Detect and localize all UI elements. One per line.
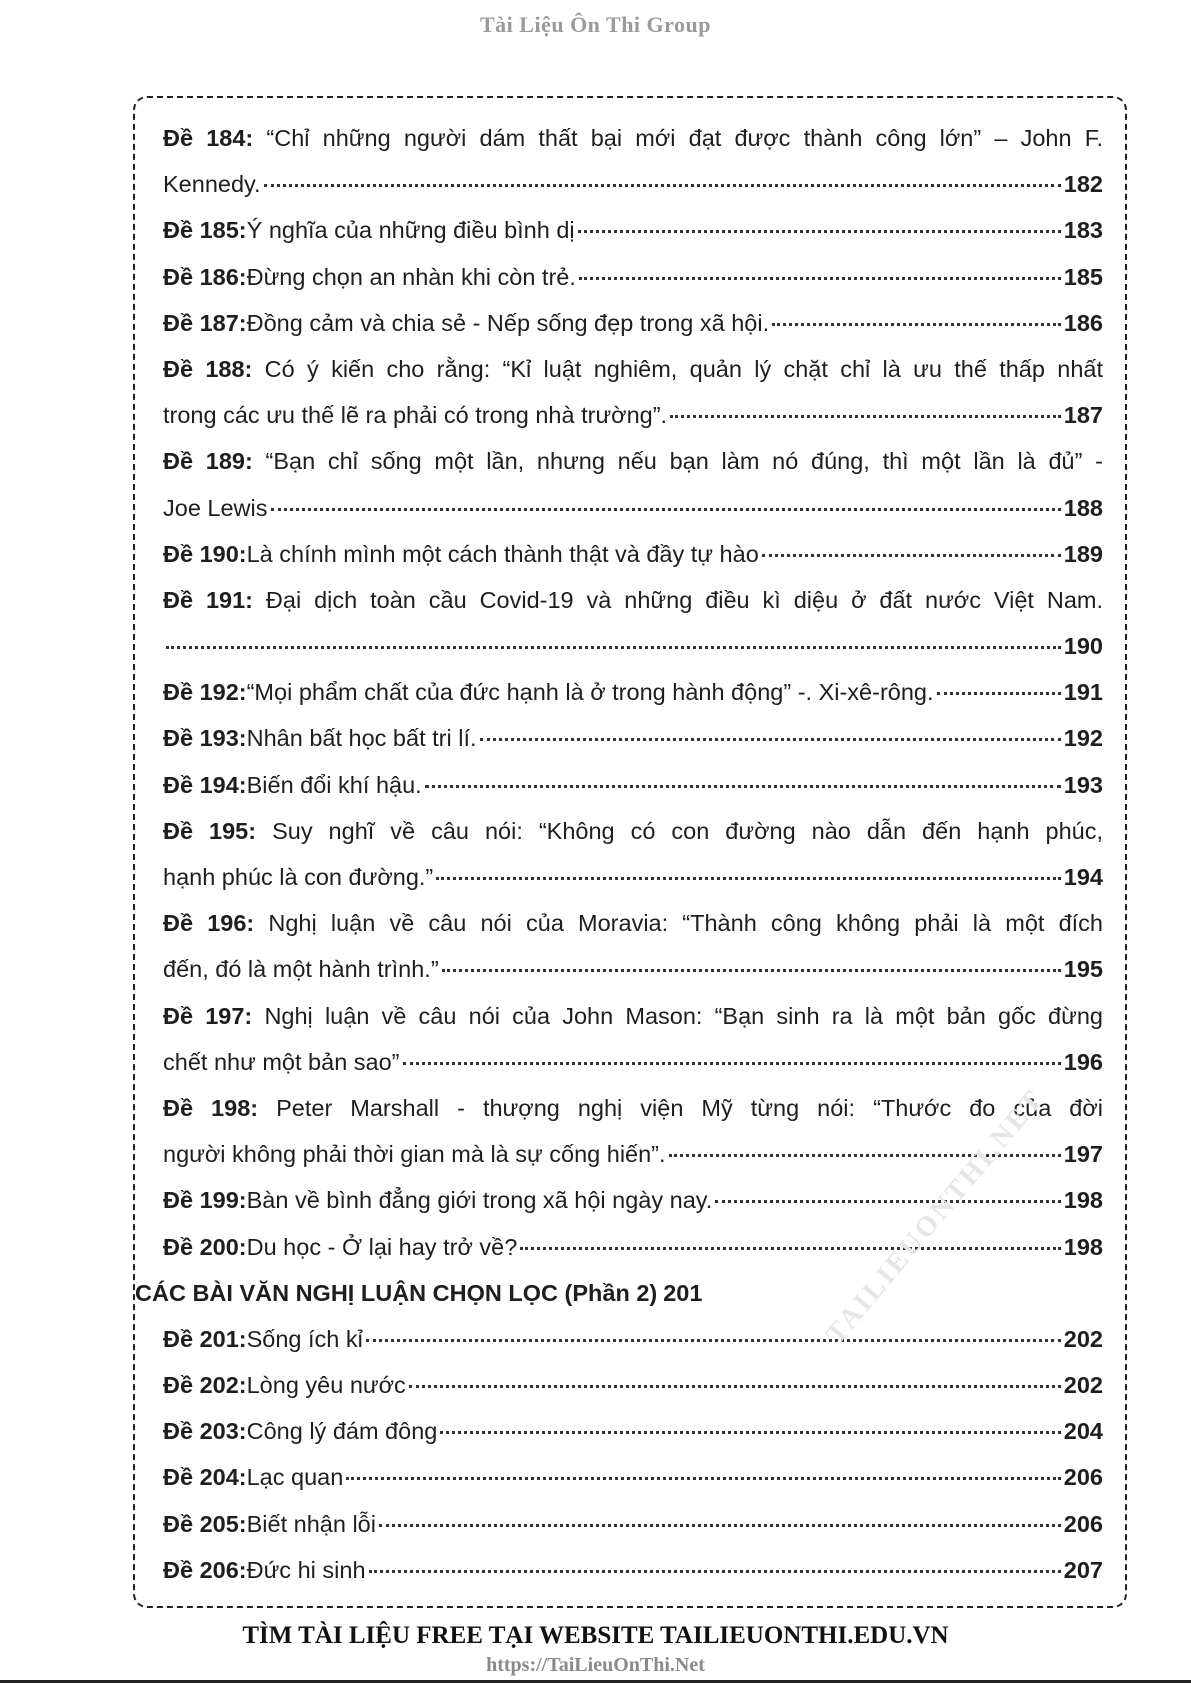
toc-dot-leader [762,554,1061,557]
toc-entry-line [163,300,1103,346]
toc-entry-number: Đề 193: [163,725,247,752]
toc-page-number: 202 [1063,1372,1103,1399]
toc-entry-number: Đề 186: [163,263,247,290]
toc-entry-title: “Bạn chỉ sống một lần, nhưng nếu bạn làm nó đúng, thì một lần là đủ” - [252,448,1103,475]
toc-entry-title: Peter Marshall - thượng nghị viện Mỹ từng nói: “Thước đo của đời [258,1094,1103,1121]
toc-entry-line [163,1224,1103,1270]
toc-entry-line [163,485,1103,531]
toc-dot-leader [271,508,1061,511]
toc-entry-line [163,1547,1103,1593]
toc-entry-line [163,715,1103,761]
toc-entry-line [163,1454,1103,1500]
toc-entry-line [163,900,1103,946]
footer-url: https://TaiLieuOnThi.Net [486,1654,705,1676]
toc-dot-leader [937,692,1061,695]
toc-page-number: 204 [1063,1418,1103,1445]
toc-entry-number: Đề 188: [163,355,253,382]
toc-entry-number: Đề 197: [163,1002,253,1029]
toc-entry-line [163,161,1103,207]
toc-entry-title: Nghị luận về câu nói của Moravia: “Thành công không phải là một đích [254,910,1103,937]
toc-entry-number: Đề 202: [163,1372,247,1399]
toc-dot-leader [166,646,1061,649]
toc-dot-leader [442,969,1061,972]
toc-dot-leader [379,1524,1061,1527]
toc-entry-title: “Mọi phẩm chất của đức hạnh là ở trong hành động” -. Xi-xê-rông. [246,679,934,706]
toc-entry-number: Đề 201: [163,1325,247,1352]
toc-page-number: 187 [1063,402,1103,429]
toc-entry-number: Đề 194: [163,771,247,798]
table-of-contents [135,115,1104,1593]
toc-dot-leader [369,1570,1061,1573]
toc-entry-line [163,993,1103,1039]
toc-entry-line [163,1039,1103,1085]
toc-entry-number: Đề 189: [163,448,253,475]
toc-entry-line [163,1501,1103,1547]
toc-entry-number: Đề 205: [163,1510,247,1537]
toc-entry-line [163,854,1103,900]
toc-page-number: 189 [1063,540,1103,567]
toc-page-number: 194 [1063,864,1103,890]
toc-entry-title: Biết nhận lỗi [246,1510,376,1537]
toc-entry-line [163,346,1103,392]
toc-entry-line [163,1408,1103,1454]
toc-entry-line [163,623,1103,669]
toc-entry-title: Sống ích kỉ [246,1325,363,1352]
toc-page-number: 201 [663,1279,703,1306]
toc-entry-title: Suy nghĩ về câu nói: “Không có con đường nào dẫn đến hạnh phúc, [256,817,1104,844]
toc-dot-leader [346,1477,1060,1480]
toc-entry-title: Ý nghĩa của những điều bình dị [246,217,575,244]
toc-entry-number: Đề 184: [163,125,254,151]
toc-page-number: 198 [1063,1187,1103,1214]
toc-entry-title: Công lý đám đông [246,1418,438,1445]
toc-dot-leader [578,230,1061,233]
toc-dot-leader [425,785,1061,788]
toc-entry-number: Đề 198: [163,1094,259,1121]
toc-dot-leader [366,1339,1061,1342]
toc-entry-line [163,808,1103,854]
toc-entry-title: Đừng chọn an nhàn khi còn trẻ. [246,263,576,290]
toc-page-number: 182 [1063,171,1103,198]
toc-entry-title: trong các ưu thế lẽ ra phải có trong nhà trường”. [163,402,668,429]
toc-entry-title: Biến đổi khí hậu. [246,771,422,798]
toc-entry-line [163,669,1103,715]
toc-entry-title: “Chỉ những người dám thất bại mới đạt được thành công lớn” – John F. [253,125,1104,151]
toc-dot-leader [409,1385,1061,1388]
toc-entry-title: Có ý kiến cho rằng: “Kỉ luật nghiêm, quản lý chặt chỉ là ưu thế thấp nhất [252,355,1103,382]
toc-entry-line [163,115,1103,161]
toc-entry-line [163,1316,1103,1362]
toc-dot-leader [520,1247,1061,1250]
footer-website-banner: TÌM TÀI LIỆU FREE TẠI WEBSITE TAILIEUONTHI.EDU.VN [242,1622,949,1649]
toc-entry-title: Là chính mình một cách thành thật và đầy tự hào [246,540,759,567]
toc-entry-number: Đề 200: [163,1233,247,1260]
toc-entry-title: người không phải thời gian mà là sự cống hiến”. [163,1141,666,1168]
toc-entry-line [163,531,1103,577]
toc-entry-line [163,1362,1103,1408]
toc-entry-number: Đề 203: [163,1418,247,1445]
toc-dot-leader [436,877,1061,880]
toc-entry-title: Lạc quan [246,1464,344,1491]
toc-section-heading [135,1270,1103,1316]
toc-entry-line [163,577,1103,623]
toc-page-number: 190 [1063,633,1103,660]
toc-dot-leader [264,184,1061,187]
toc-entry-number: Đề 196: [163,910,255,937]
toc-entry-number: Đề 195: [163,817,257,844]
toc-entry-line [163,762,1103,808]
toc-page-number: 198 [1063,1233,1103,1260]
toc-entry-line [163,946,1103,992]
toc-entry-line [163,207,1103,253]
toc-entry-line [163,1085,1103,1131]
toc-entry-title: Du học - Ở lại hay trở về? [246,1233,518,1260]
toc-entry-number: Đề 192: [163,679,247,706]
toc-entry-number: Đề 187: [163,309,247,336]
watermark: TAILIEUONTHI.NET [820,1083,1051,1350]
toc-page-number: 206 [1063,1510,1103,1537]
toc-page-number: 186 [1063,309,1103,336]
toc-entry-title: đến, đó là một hành trình.” [163,956,439,983]
toc-entry-title: CÁC BÀI VĂN NGHỊ LUẬN CHỌN LỌC (Phần 2) [135,1279,658,1306]
toc-dot-leader [772,323,1061,326]
toc-page-number: 191 [1063,679,1103,706]
toc-dot-leader [440,1431,1060,1434]
toc-dot-leader [670,415,1061,418]
toc-entry-title: hạnh phúc là con đường.” [163,864,434,890]
toc-dot-leader [480,738,1061,741]
toc-entry-title: Đức hi sinh [246,1556,366,1583]
toc-entry-number: Đề 206: [163,1556,247,1583]
toc-entry-title: Joe Lewis [163,494,268,521]
toc-entry-title: Nghị luận về câu nói của John Mason: “Bạn sinh ra là một bản gốc đừng [252,1002,1104,1029]
toc-entry-line [163,392,1103,438]
toc-page-number: 195 [1063,956,1103,983]
toc-entry-title: Đại dịch toàn cầu Covid-19 và những điều kì diệu ở đất nước Việt Nam. [253,586,1104,613]
page-header: Tài Liệu Ôn Thi Group [480,12,711,37]
toc-dot-leader [715,1200,1060,1203]
toc-page-number: 202 [1063,1325,1103,1352]
toc-entry-number: Đề 185: [163,217,247,244]
toc-entry-title: Nhân bất học bất tri lí. [246,725,477,752]
toc-dot-leader [579,277,1061,280]
toc-page-number: 183 [1063,217,1103,244]
toc-entry-title: Bàn về bình đẳng giới trong xã hội ngày nay. [246,1187,713,1214]
toc-entry-number: Đề 190: [163,540,247,567]
bottom-rule [0,1680,1191,1683]
toc-entry-title: Đồng cảm và chia sẻ - Nếp sống đẹp trong xã hội. [246,309,770,336]
toc-entry-number: Đề 199: [163,1187,247,1214]
toc-page-number: 197 [1063,1141,1103,1168]
toc-page-number: 206 [1063,1464,1103,1491]
toc-entry-number: Đề 191: [163,586,253,613]
toc-page-number: 196 [1063,1048,1103,1075]
toc-entry-line [163,254,1103,300]
toc-entry-title: chết như một bản sao” [163,1048,400,1075]
toc-page-number: 185 [1063,263,1103,290]
toc-page-number: 188 [1063,494,1103,521]
toc-page-number: 207 [1063,1556,1103,1583]
toc-dot-leader [403,1062,1061,1065]
toc-page-number: 193 [1063,771,1103,798]
toc-entry-line [163,438,1103,484]
toc-page-number: 192 [1063,725,1103,752]
toc-entry-title: Kennedy. [163,171,261,198]
toc-entry-number: Đề 204: [163,1464,247,1491]
toc-entry-title: Lòng yêu nước [246,1372,406,1399]
